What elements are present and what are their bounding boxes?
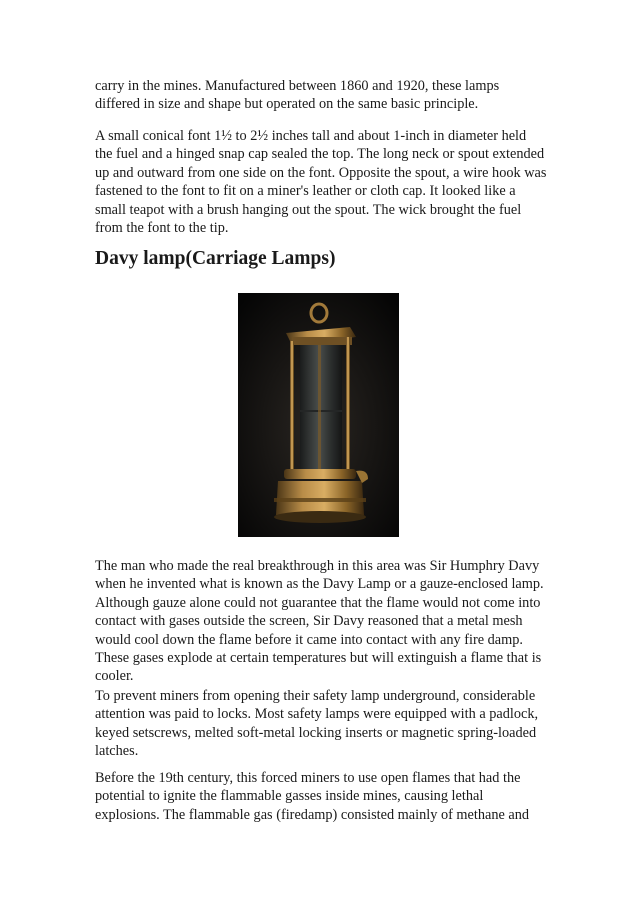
paragraph-safety-locks: To prevent miners from opening their safety lamp underground, considerable attention was paid to locks. Most safety lamps were equipped with a padlock, keyed setscrews, melted soft-metal locking inserts or magnetic spring-loaded latches. [95,688,539,760]
paragraph-conical-font: A small conical font 1½ to 2½ inches tall and about 1-inch in diameter held the fuel and a hinged snap cap sealed the top. The long neck or spout extended up and outward from one side on the font. Opposite the spout, a wire hook was fastened to the font to fit on a miner's leather or cloth cap. It looked like a small teapot with a brush hanging out the spout. The wick brought the fuel from the font to the tip. [95,128,547,237]
davy-lamp-photo [238,293,399,537]
section-heading: Davy lamp(Carriage Lamps) [95,248,336,269]
paragraph-mining-lamps-intro: carry in the mines. Manufactured between 1860 and 1920, these lamps differed in size and shape but operated on the same basic principle. [95,78,500,113]
paragraph-open-flames: Before the 19th century, this forced miners to use open flames that had the potential to ignite the flammable gasses inside mines, causing lethal explosions. The flammable gas (firedamp) consisted mainly of methane and [95,770,530,823]
paragraph-davy-breakthrough: The man who made the real breakthrough in this area was Sir Humphry Davy when he invented what is known as the Davy Lamp or a gauze-enclosed lamp. Although gauze alone could not guarantee that the flame would not come into contact with gases outside the screen, Sir Davy reasoned that a metal mesh would cool down the flame before it came into contact with any fire damp. These gases explode at certain temperatures but will extinguish a flame that is cooler. [95,558,544,685]
